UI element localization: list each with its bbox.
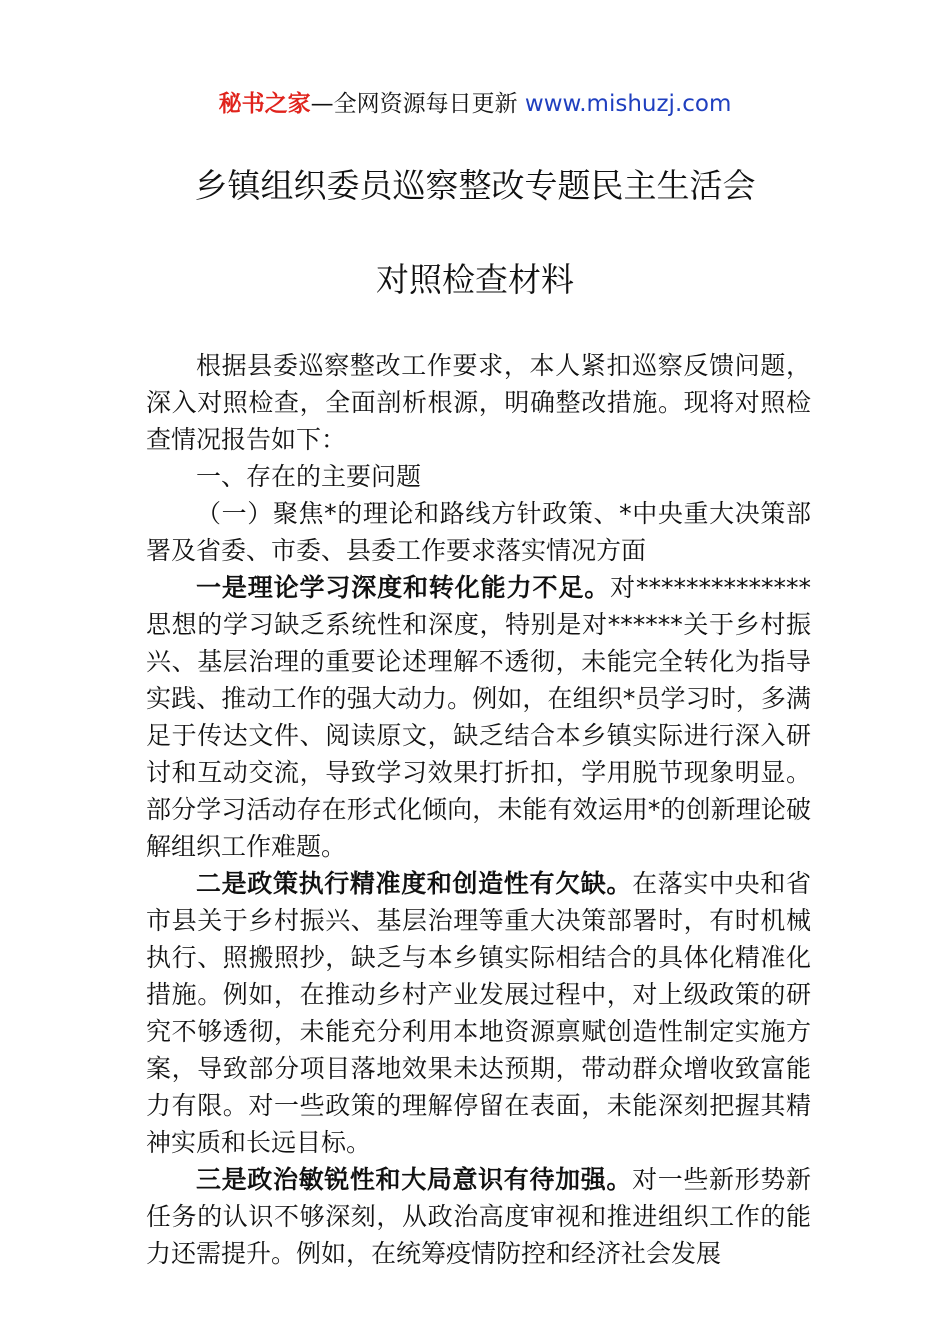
brand-name: 秘书之家 xyxy=(218,91,311,117)
intro-paragraph: 根据县委巡察整改工作要求，本人紧扣巡察反馈问题，深入对照检查，全面剖析根源，明确整改措施。现将对照检查情况报告如下： xyxy=(146,351,811,454)
site-url-link[interactable]: www.mishuzj.com xyxy=(524,91,732,117)
document-title-line-2: 对照检查材料 xyxy=(376,260,574,299)
issue-1-lead: 一是理论学习深度和转化能力不足。 xyxy=(196,573,611,602)
header-tagline: —全网资源每日更新 xyxy=(310,91,518,117)
site-header xyxy=(0,88,950,120)
issue-1-text: 对**************思想的学习缺乏系统性和深度，特别是对******关于乡村振兴、基层治理的重要论述理解不透彻，未能完全转化为指导实践、推动工作的强大动力。例如，在组织*员学习时，多满足于传达文件、阅读原文，缺乏结合本乡镇实际进行深入研讨和互动交流，导致学习效果打折扣，学用脱节现象明显。部分学习活动存在形式化倾向，未能有效运用*的创新理论破解组织工作难题。 xyxy=(146,573,811,861)
document-title-line-1: 乡镇组织委员巡察整改专题民主生活会 xyxy=(194,166,756,205)
issue-2-lead: 二是政策执行精准度和创造性有欠缺。 xyxy=(196,869,633,898)
issue-2-text: 在落实中央和省市县关于乡村振兴、基层治理等重大决策部署时，有时机械执行、照搬照抄，缺乏与本乡镇实际相结合的具体化精准化措施。例如，在推动乡村产业发展过程中，对上级政策的研究不够透彻，未能充分利用本地资源禀赋创造性制定实施方案，导致部分项目落地效果未达预期，带动群众增收致富能力有限。对一些政策的理解停留在表面，未能深刻把握其精神实质和长远目标。 xyxy=(146,869,811,1157)
issue-paragraph-2 xyxy=(146,865,811,1161)
issue-3-lead: 三是政治敏锐性和大局意识有待加强。 xyxy=(196,1165,633,1194)
document-body xyxy=(146,347,811,1272)
issue-paragraph-3 xyxy=(146,1161,811,1272)
subsection-heading: （一）聚焦*的理论和路线方针政策、*中央重大决策部署及省委、市委、县委工作要求落实情况方面 xyxy=(146,499,811,565)
section-heading: 一、存在的主要问题 xyxy=(196,462,422,491)
issue-paragraph-1 xyxy=(146,569,811,865)
issue-3-text: 对一些新形势新任务的认识不够深刻，从政治高度审视和推进组织工作的能力还需提升。例如，在统筹疫情防控和经济社会发展 xyxy=(146,1165,811,1268)
